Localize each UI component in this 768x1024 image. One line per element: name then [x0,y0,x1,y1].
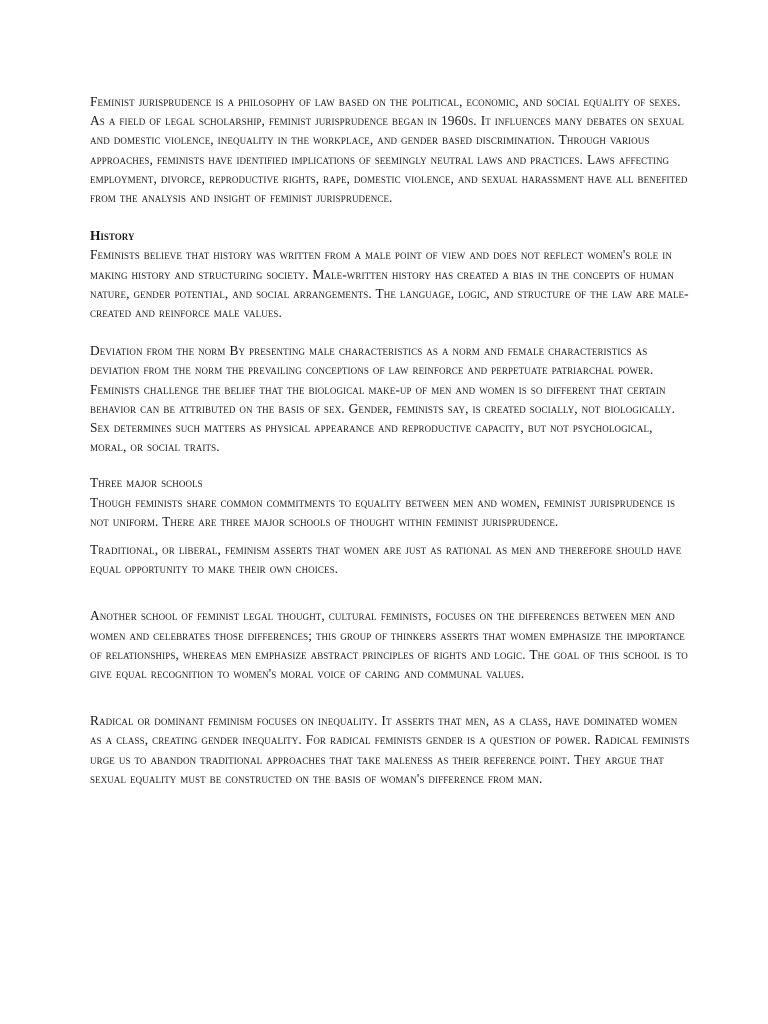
intro-paragraph: Feminist jurisprudence is a philosophy of law based on the political, economic, and social equality of sexes. As a field of legal scholarship, feminist jurisprudence began in 1960s. It influences many debates on sexual and domestic violence, inequality in the workplace, and gender based discrimination. Through various approaches, feminists have identified implications of seemingly neutral laws and practices. Laws affecting employment, divorce, reproductive rights, rape, domestic violence, and sexual harassment have all benefited from the analysis and insight of feminist jurisprudence. [90,94,688,206]
radical-paragraph: Radical or dominant feminism focuses on inequality. It asserts that men, as a class, have dominated women as a class, creating gender inequality. For radical feminists gender is a question of power. Radical feminists urge us to abandon traditional approaches that take maleness as their reference point. They argue that sexual equality must be constructed on the basis of woman's difference from man. [90,713,690,786]
schools-heading: Three major schools [90,475,203,491]
document-page [90,92,690,788]
history-paragraph: Feminists believe that history was written from a male point of view and does not reflect women's role in making history and structuring society. Male-written history has created a bias in the concepts of human nature, gender potential, and social arrangements. The language, logic, and structure of the law are male-created and reinforce male values. [90,247,689,321]
cultural-paragraph: Another school of feminist legal thought, cultural feminists, focuses on the differences between men and women and celebrates those differences; this group of thinkers asserts that women emphasize the importance of relationships, whereas men emphasize abstract principles of rights and logic. The goal of this school is to give equal recognition to women's moral voice of caring and communal values. [90,608,688,682]
traditional-paragraph: Traditional, or liberal, feminism asserts that women are just as rational as men and therefore should have equal opportunity to make their own choices. [90,542,682,577]
deviation-paragraph: Deviation from the norm By presenting male characteristics as a norm and female characteristics as deviation from the norm the prevailing conceptions of law reinforce and perpetuate patriarchal power. Feminists challenge the belief that the biological make-up of men and women is so different that certain behavior can be attributed on the basis of sex. Gender, feminists say, is created socially, not biologically. Sex determines such matters as physical appearance and reproductive capacity, but not psychological, moral, or social traits. [90,343,676,455]
history-heading: History [90,228,135,244]
schools-paragraph: Though feminists share common commitments to equality between men and women, feminist jurisprudence is not uniform. There are three major schools of thought within feminist jurisprudence. [90,494,676,529]
